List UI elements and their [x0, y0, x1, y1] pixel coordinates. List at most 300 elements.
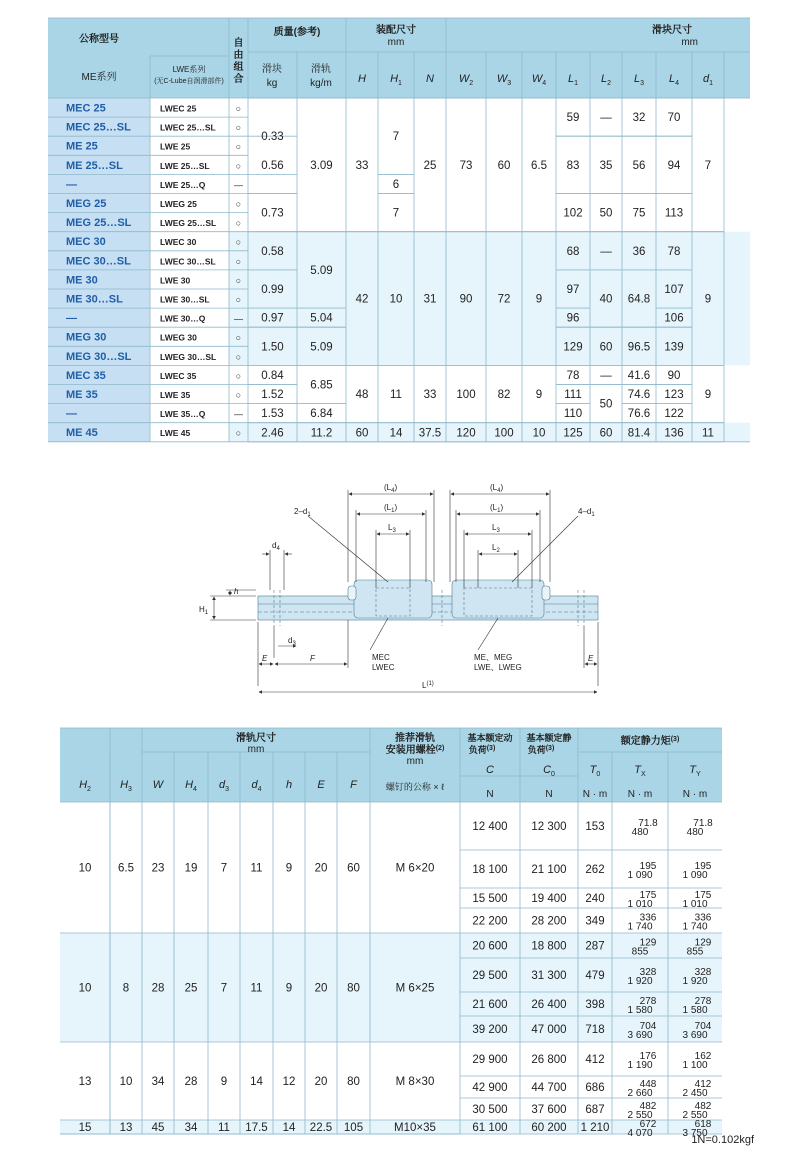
data-cell: 50 [599, 207, 613, 220]
load-c: 12 400 [472, 821, 508, 833]
model-lwe: LWE 35 [160, 390, 191, 400]
col-L3: $L_3$ [633, 73, 645, 87]
moment-tx-b: 855 [631, 946, 649, 958]
moment-t0: 687 [585, 1104, 605, 1116]
free-combination: ○ [235, 256, 242, 267]
data-cell: 120 [456, 427, 476, 440]
model-me: MEG 30…SL [66, 350, 132, 363]
moment-t0: 479 [585, 970, 605, 982]
dim-4d1: $4-d_1$ [578, 507, 595, 518]
rail-cell: 25 [184, 982, 198, 995]
free-combination: ○ [235, 199, 242, 209]
model-me: — [66, 408, 77, 421]
data-cell: 94 [667, 159, 681, 172]
moment-tx-a: 129 [639, 937, 657, 949]
header-mass-rail: 滑轨 [311, 64, 331, 75]
moment-tx-b: 2 660 [627, 1088, 653, 1099]
col-d1: $d_1$ [702, 73, 714, 87]
data-cell: 74.6 [627, 389, 651, 402]
moment-ty-b: 855 [686, 946, 704, 958]
label-lwe-lweg: LWE、LWEG [474, 663, 522, 672]
data-cell: 6.85 [310, 379, 333, 392]
data-cell: 7 [392, 207, 400, 220]
rail-cell: 6.5 [118, 862, 134, 875]
col-TY: $T_Y$ [689, 764, 701, 778]
col-F: F [350, 779, 357, 791]
header-free-char: 由 [233, 50, 244, 61]
moment-tx-a: 672 [639, 1119, 657, 1130]
moment-t0: 398 [585, 999, 605, 1011]
data-cell: 37.5 [418, 427, 442, 440]
moment-t0: 1 210 [580, 1122, 610, 1134]
header-sta-2: 负荷$^{(3)}$ [527, 745, 555, 755]
data-cell: 129 [563, 341, 583, 354]
model-lwe: LWE 35…Q [160, 409, 206, 420]
rail-cell: 10 [78, 862, 92, 875]
free-combination: — [234, 313, 243, 324]
data-cell: 6 [392, 178, 400, 191]
free-combination: ○ [235, 160, 242, 171]
data-cell: 139 [664, 341, 684, 354]
data-cell: 5.09 [310, 264, 333, 277]
moment-tx-b: 480 [631, 827, 649, 838]
data-cell: 136 [664, 427, 684, 440]
dim-h1: $H_1$ [199, 605, 209, 616]
col-h: h [285, 779, 293, 791]
rail-cell: 11 [250, 862, 263, 875]
data-cell: 40 [599, 293, 613, 306]
data-cell: 106 [664, 312, 684, 325]
moment-tx-b: 1 090 [627, 870, 653, 881]
col-d4: $d_4$ [251, 779, 262, 793]
data-cell: 42 [355, 293, 369, 306]
model-lwe: LWEC 35 [160, 370, 197, 381]
dim-l-total: $L^{(1)}$ [422, 681, 434, 690]
data-cell: 82 [497, 389, 511, 402]
header-bolt-unit: mm [406, 756, 424, 767]
model-me: ME 30…SL [66, 293, 123, 306]
model-me: MEC 25…SL [66, 121, 131, 134]
data-cell: 1.50 [261, 341, 284, 354]
data-cell: 48 [355, 389, 369, 402]
data-cell: 0.58 [261, 245, 284, 258]
data-cell: 5.09 [310, 341, 333, 354]
header-block-dims-unit: mm [681, 37, 698, 48]
col-C0: $C_0$ [543, 764, 555, 778]
load-c: 18 100 [472, 864, 508, 876]
rail-cell: 80 [347, 982, 360, 995]
data-cell: 7 [704, 159, 712, 172]
data-cell: 10 [389, 293, 403, 306]
data-cell: 68 [566, 245, 580, 258]
model-lwe: LWEG 25 [160, 199, 197, 209]
load-c0: 47 000 [531, 1024, 567, 1036]
rail-cell: 10 [78, 982, 92, 995]
load-c: 21 600 [472, 999, 508, 1011]
data-cell: 96.5 [627, 341, 651, 354]
label-me-meg: ME、MEG [474, 653, 513, 662]
rail-cell: 10 [119, 1076, 133, 1088]
data-cell: 0.33 [261, 131, 284, 144]
header-block-dims: 滑块尺寸 [652, 25, 692, 36]
header-moment: 额定静力矩$^{(3)}$ [620, 736, 680, 747]
header-lwe-series: LWE系列 [172, 65, 206, 74]
col-T0-unit: N · m [582, 789, 608, 800]
moment-tx-b: 1 010 [627, 899, 653, 910]
moment-ty-a: 704 [694, 1021, 712, 1032]
model-me: ME 30 [66, 274, 98, 287]
load-c: 30 500 [472, 1104, 508, 1116]
header-free-char: 合 [233, 74, 244, 85]
col-C-unit: N [486, 789, 494, 800]
load-c: 42 900 [472, 1082, 508, 1094]
header-me-series: ME系列 [81, 72, 117, 83]
moment-ty-b: 3 750 [682, 1128, 708, 1139]
data-cell: 33 [355, 159, 369, 172]
data-cell: 41.6 [627, 369, 651, 382]
model-me: MEC 30…SL [66, 255, 131, 268]
moment-ty-a: 328 [694, 967, 712, 978]
data-cell: 25 [423, 159, 437, 172]
load-c0: 26 800 [531, 1054, 567, 1066]
dim-l3-left: $L_3$ [388, 523, 396, 534]
moment-ty-a: 336 [694, 912, 712, 924]
model-me: MEC 35 [66, 369, 106, 382]
model-lwe: LWEC 25 [160, 103, 197, 114]
rail-cell: 14 [250, 1076, 263, 1088]
footnote: 1N=0.102kgf [691, 1134, 754, 1146]
moment-tx-b: 3 690 [627, 1030, 653, 1041]
dim-e-right: E [588, 654, 594, 663]
free-combination: ○ [235, 294, 242, 305]
header-bolt-sub: 螺钉的公称 × ℓ [385, 782, 445, 792]
data-cell: 100 [494, 427, 514, 440]
data-cell: 123 [664, 389, 684, 402]
dim-l4-right: $(L_4)$ [490, 483, 504, 494]
dim-d4: $d_4$ [272, 541, 280, 552]
moment-ty-b: 2 450 [682, 1088, 708, 1099]
data-cell: 9 [535, 389, 543, 402]
moment-t0: 287 [585, 940, 605, 953]
model-lwe: LWEG 30 [160, 332, 197, 343]
load-c: 15 500 [472, 893, 508, 905]
col-H3: $H_3$ [120, 779, 132, 793]
col-W3: $W_3$ [496, 73, 512, 87]
moment-ty-b: 1 100 [682, 1060, 708, 1071]
model-lwe: LWEG 30…SL [160, 351, 217, 362]
col-N: N [426, 73, 434, 85]
moment-ty-a: 195 [694, 861, 712, 872]
rail-cell: 23 [151, 862, 165, 875]
header-model: 公称型号 [79, 34, 119, 45]
data-cell: 75 [632, 207, 646, 220]
col-E: E [317, 779, 325, 791]
moment-tx-a: 448 [639, 1079, 657, 1090]
linear-guide-drawing [0, 450, 790, 710]
data-cell: 56 [632, 159, 646, 172]
data-cell: 0.84 [261, 369, 284, 382]
moment-ty-a: 618 [694, 1119, 712, 1130]
data-cell: 9 [704, 293, 712, 306]
load-c0: 21 100 [531, 864, 567, 876]
dim-l1-right: $(L_1)$ [490, 503, 504, 514]
free-combination: ○ [235, 122, 242, 133]
rail-cell: 12 [282, 1076, 296, 1088]
header-dyn-2: 负荷$^{(3)}$ [468, 745, 496, 755]
rail-cell: 9 [285, 982, 293, 995]
model-lwe: LWE 30…SL [160, 294, 210, 305]
rail-cell: 8 [122, 982, 130, 995]
moment-ty-a: 175 [694, 890, 712, 901]
load-c0: 18 800 [531, 940, 567, 953]
free-combination: — [234, 179, 243, 190]
free-combination: ○ [235, 275, 242, 286]
load-c: 22 200 [472, 915, 508, 928]
rail-cell: M 8×30 [395, 1076, 435, 1088]
rail-cell: 13 [119, 1122, 133, 1134]
model-me: ME 35 [66, 389, 98, 401]
moment-t0: 153 [585, 821, 605, 833]
block-left-shape [354, 580, 432, 618]
rail-cell: 13 [78, 1076, 92, 1088]
header-bolt-1: 推荐滑轨 [395, 733, 435, 744]
data-cell: 0.73 [261, 207, 284, 220]
header-mass-block-unit: kg [266, 78, 278, 89]
data-cell: 90 [459, 293, 473, 306]
data-cell: 33 [423, 389, 437, 402]
data-cell: 32 [632, 112, 646, 125]
rail-cell: 34 [184, 1122, 198, 1134]
label-mec: MEC [372, 653, 390, 662]
moment-ty-b: 2 550 [682, 1110, 708, 1121]
col-W4: $W_4$ [531, 73, 547, 87]
rail-cell: M 6×25 [395, 982, 435, 995]
col-H: H [358, 73, 366, 85]
header-assembly: 装配尺寸 [376, 25, 416, 36]
rail-cell: 9 [220, 1076, 228, 1088]
moment-ty-a: 278 [694, 996, 712, 1007]
rail-cell: 14 [282, 1122, 296, 1134]
data-cell: 60 [599, 341, 613, 354]
col-W: W [152, 779, 164, 791]
rail-cell: 28 [184, 1076, 198, 1088]
dim-h: h [234, 587, 239, 596]
data-cell: 76.6 [627, 408, 651, 421]
rail-cell: 7 [220, 862, 228, 875]
col-H1: $H_1$ [390, 73, 402, 87]
moment-t0: 686 [585, 1082, 605, 1094]
header-lwe-sub: (无C-Lube自润滑部件) [154, 78, 224, 85]
header-dyn-1: 基本额定动 [467, 733, 513, 743]
load-c0: 44 700 [531, 1082, 567, 1094]
data-cell: 35 [599, 159, 613, 172]
rail-cell: 34 [151, 1076, 165, 1088]
rail-cell: 15 [78, 1122, 92, 1134]
header-mass-block: 滑块 [262, 64, 282, 75]
data-cell: 50 [599, 398, 613, 411]
moment-tx-a: 328 [639, 967, 657, 978]
data-cell: 64.8 [627, 293, 651, 306]
moment-tx-a: 704 [639, 1021, 657, 1032]
data-cell: 6.5 [531, 159, 547, 172]
data-cell: 36 [632, 245, 646, 258]
free-combination: ○ [235, 237, 242, 248]
moment-ty-a: 129 [694, 937, 712, 949]
rail-cell: 20 [314, 1076, 328, 1088]
moment-ty-b: 1 010 [682, 899, 708, 910]
dim-l2-right: $L_2$ [492, 543, 500, 554]
data-cell: 0.97 [261, 312, 284, 325]
load-c: 61 100 [472, 1122, 508, 1134]
data-cell: 7 [392, 131, 400, 144]
bottom-spec-table [0, 700, 790, 1140]
moment-ty-b: 1 920 [682, 976, 708, 987]
data-cell: 9 [535, 293, 543, 306]
model-lwe: LWE 25 [160, 141, 191, 152]
moment-tx-a: 278 [639, 996, 657, 1007]
model-me: ME 25…SL [66, 159, 123, 172]
col-TX-unit: N · m [627, 789, 653, 800]
load-c0: 28 200 [531, 915, 567, 928]
model-lwe: LWEC 30 [160, 237, 197, 248]
col-C0-unit: N [545, 789, 553, 800]
col-C: C [486, 764, 494, 776]
data-cell: 59 [566, 112, 580, 125]
dim-d3: $d_3$ [288, 636, 296, 647]
rail-cell: 22.5 [309, 1122, 333, 1134]
load-c0: 37 600 [531, 1104, 567, 1116]
rail-cell: 105 [343, 1122, 364, 1134]
moment-t0: 240 [585, 893, 605, 905]
header-free-char: 组 [233, 62, 244, 73]
dim-f: F [310, 654, 315, 663]
data-cell: 102 [563, 207, 583, 220]
data-cell: 122 [664, 408, 684, 421]
moment-tx-a: 176 [639, 1051, 657, 1062]
moment-tx-b: 1 740 [627, 921, 653, 933]
data-cell: 90 [667, 369, 681, 382]
col-H2: $H_2$ [79, 779, 91, 793]
load-c0: 60 200 [531, 1122, 567, 1134]
dim-l3-right: $L_3$ [492, 523, 500, 534]
header-bolt-2: 安装用螺栓$^{(2)}$ [385, 745, 445, 756]
model-lwe: LWE 25…Q [160, 179, 206, 190]
model-me: MEC 25 [66, 102, 106, 115]
moment-ty-b: 1 740 [682, 921, 708, 933]
col-TX: $T_X$ [634, 764, 646, 778]
rail-cell: M10×35 [394, 1122, 436, 1134]
label-lwec: LWEC [372, 663, 395, 672]
dim-l4-left: $(L_4)$ [384, 483, 398, 494]
free-combination: ○ [235, 103, 242, 114]
data-cell: 83 [566, 159, 580, 172]
header-sta-1: 基本额定静 [526, 733, 572, 743]
moment-tx-a: 175 [639, 890, 657, 901]
moment-tx-a: 195 [639, 861, 657, 872]
data-cell: 81.4 [627, 427, 651, 440]
dim-2d1: $2-d_1$ [294, 507, 311, 518]
model-lwe: LWEC 30…SL [160, 256, 216, 267]
data-cell: 1.53 [261, 408, 284, 421]
model-lwe: LWE 45 [160, 428, 191, 439]
moment-t0: 262 [585, 864, 605, 876]
moment-ty-b: 3 690 [682, 1030, 708, 1041]
model-me: MEG 25 [66, 198, 107, 210]
top-spec-table [0, 0, 790, 450]
data-cell: 60 [355, 427, 369, 440]
moment-ty-b: 480 [686, 827, 704, 838]
model-me: MEC 30 [66, 236, 106, 249]
data-cell: 0.99 [261, 284, 284, 296]
moment-tx-a: 71.8 [638, 818, 658, 829]
moment-t0: 349 [585, 915, 605, 928]
rail-cell: 17.5 [245, 1122, 268, 1134]
moment-t0: 412 [585, 1054, 605, 1066]
rail-cell: M 6×20 [395, 862, 435, 875]
data-cell: 78 [667, 245, 681, 258]
model-lwe: LWEC 25…SL [160, 122, 216, 133]
data-cell: — [600, 245, 612, 258]
data-cell: 9 [704, 389, 712, 402]
moment-tx-b: 1 190 [627, 1060, 653, 1071]
data-cell: 60 [497, 159, 511, 172]
data-cell: 72 [497, 293, 511, 306]
moment-ty-b: 1 090 [682, 870, 708, 881]
load-c0: 12 300 [531, 821, 567, 833]
col-T0: $T_0$ [589, 764, 601, 778]
model-me: ME 45 [66, 427, 98, 440]
data-cell: 107 [664, 284, 684, 296]
model-lwe: LWE 30 [160, 275, 191, 286]
moment-ty-a: 162 [694, 1051, 712, 1062]
rail-cell: 19 [184, 862, 198, 875]
model-lwe: LWE 30…Q [160, 313, 206, 324]
model-me: ME 25 [66, 140, 98, 153]
col-L1: $L_1$ [567, 73, 579, 87]
free-combination: ○ [235, 351, 242, 362]
load-c: 29 500 [472, 970, 508, 982]
rail-cell: 45 [151, 1122, 165, 1134]
moment-ty-a: 71.8 [693, 818, 713, 829]
data-cell: 111 [564, 389, 582, 402]
data-cell: 125 [563, 427, 583, 440]
model-lwe: LWEG 25…SL [160, 218, 217, 229]
data-cell: 31 [423, 293, 437, 306]
header-rail-unit: mm [247, 744, 265, 755]
data-cell: 11.2 [310, 427, 333, 440]
col-L4: $L_4$ [668, 73, 680, 87]
rail-cell: 80 [347, 1076, 360, 1088]
data-cell: 78 [566, 369, 580, 382]
header-free-char: 自 [233, 38, 244, 49]
rail-cell: 11 [218, 1122, 230, 1134]
col-d3: $d_3$ [218, 779, 230, 793]
moment-ty-a: 412 [694, 1079, 712, 1090]
rail-cell: 9 [285, 862, 293, 875]
model-lwe: LWE 25…SL [160, 160, 210, 171]
load-c0: 26 400 [531, 999, 567, 1011]
rail-cell: 28 [151, 982, 165, 995]
free-combination: ○ [235, 428, 242, 439]
load-c0: 31 300 [531, 970, 567, 982]
free-combination: ○ [235, 390, 242, 400]
data-cell: — [600, 369, 612, 382]
data-cell: 0.56 [261, 159, 284, 172]
dim-e-left: E [262, 654, 268, 663]
col-H4: $H_4$ [185, 779, 197, 793]
data-cell: 100 [456, 389, 476, 402]
free-combination: — [234, 409, 243, 420]
